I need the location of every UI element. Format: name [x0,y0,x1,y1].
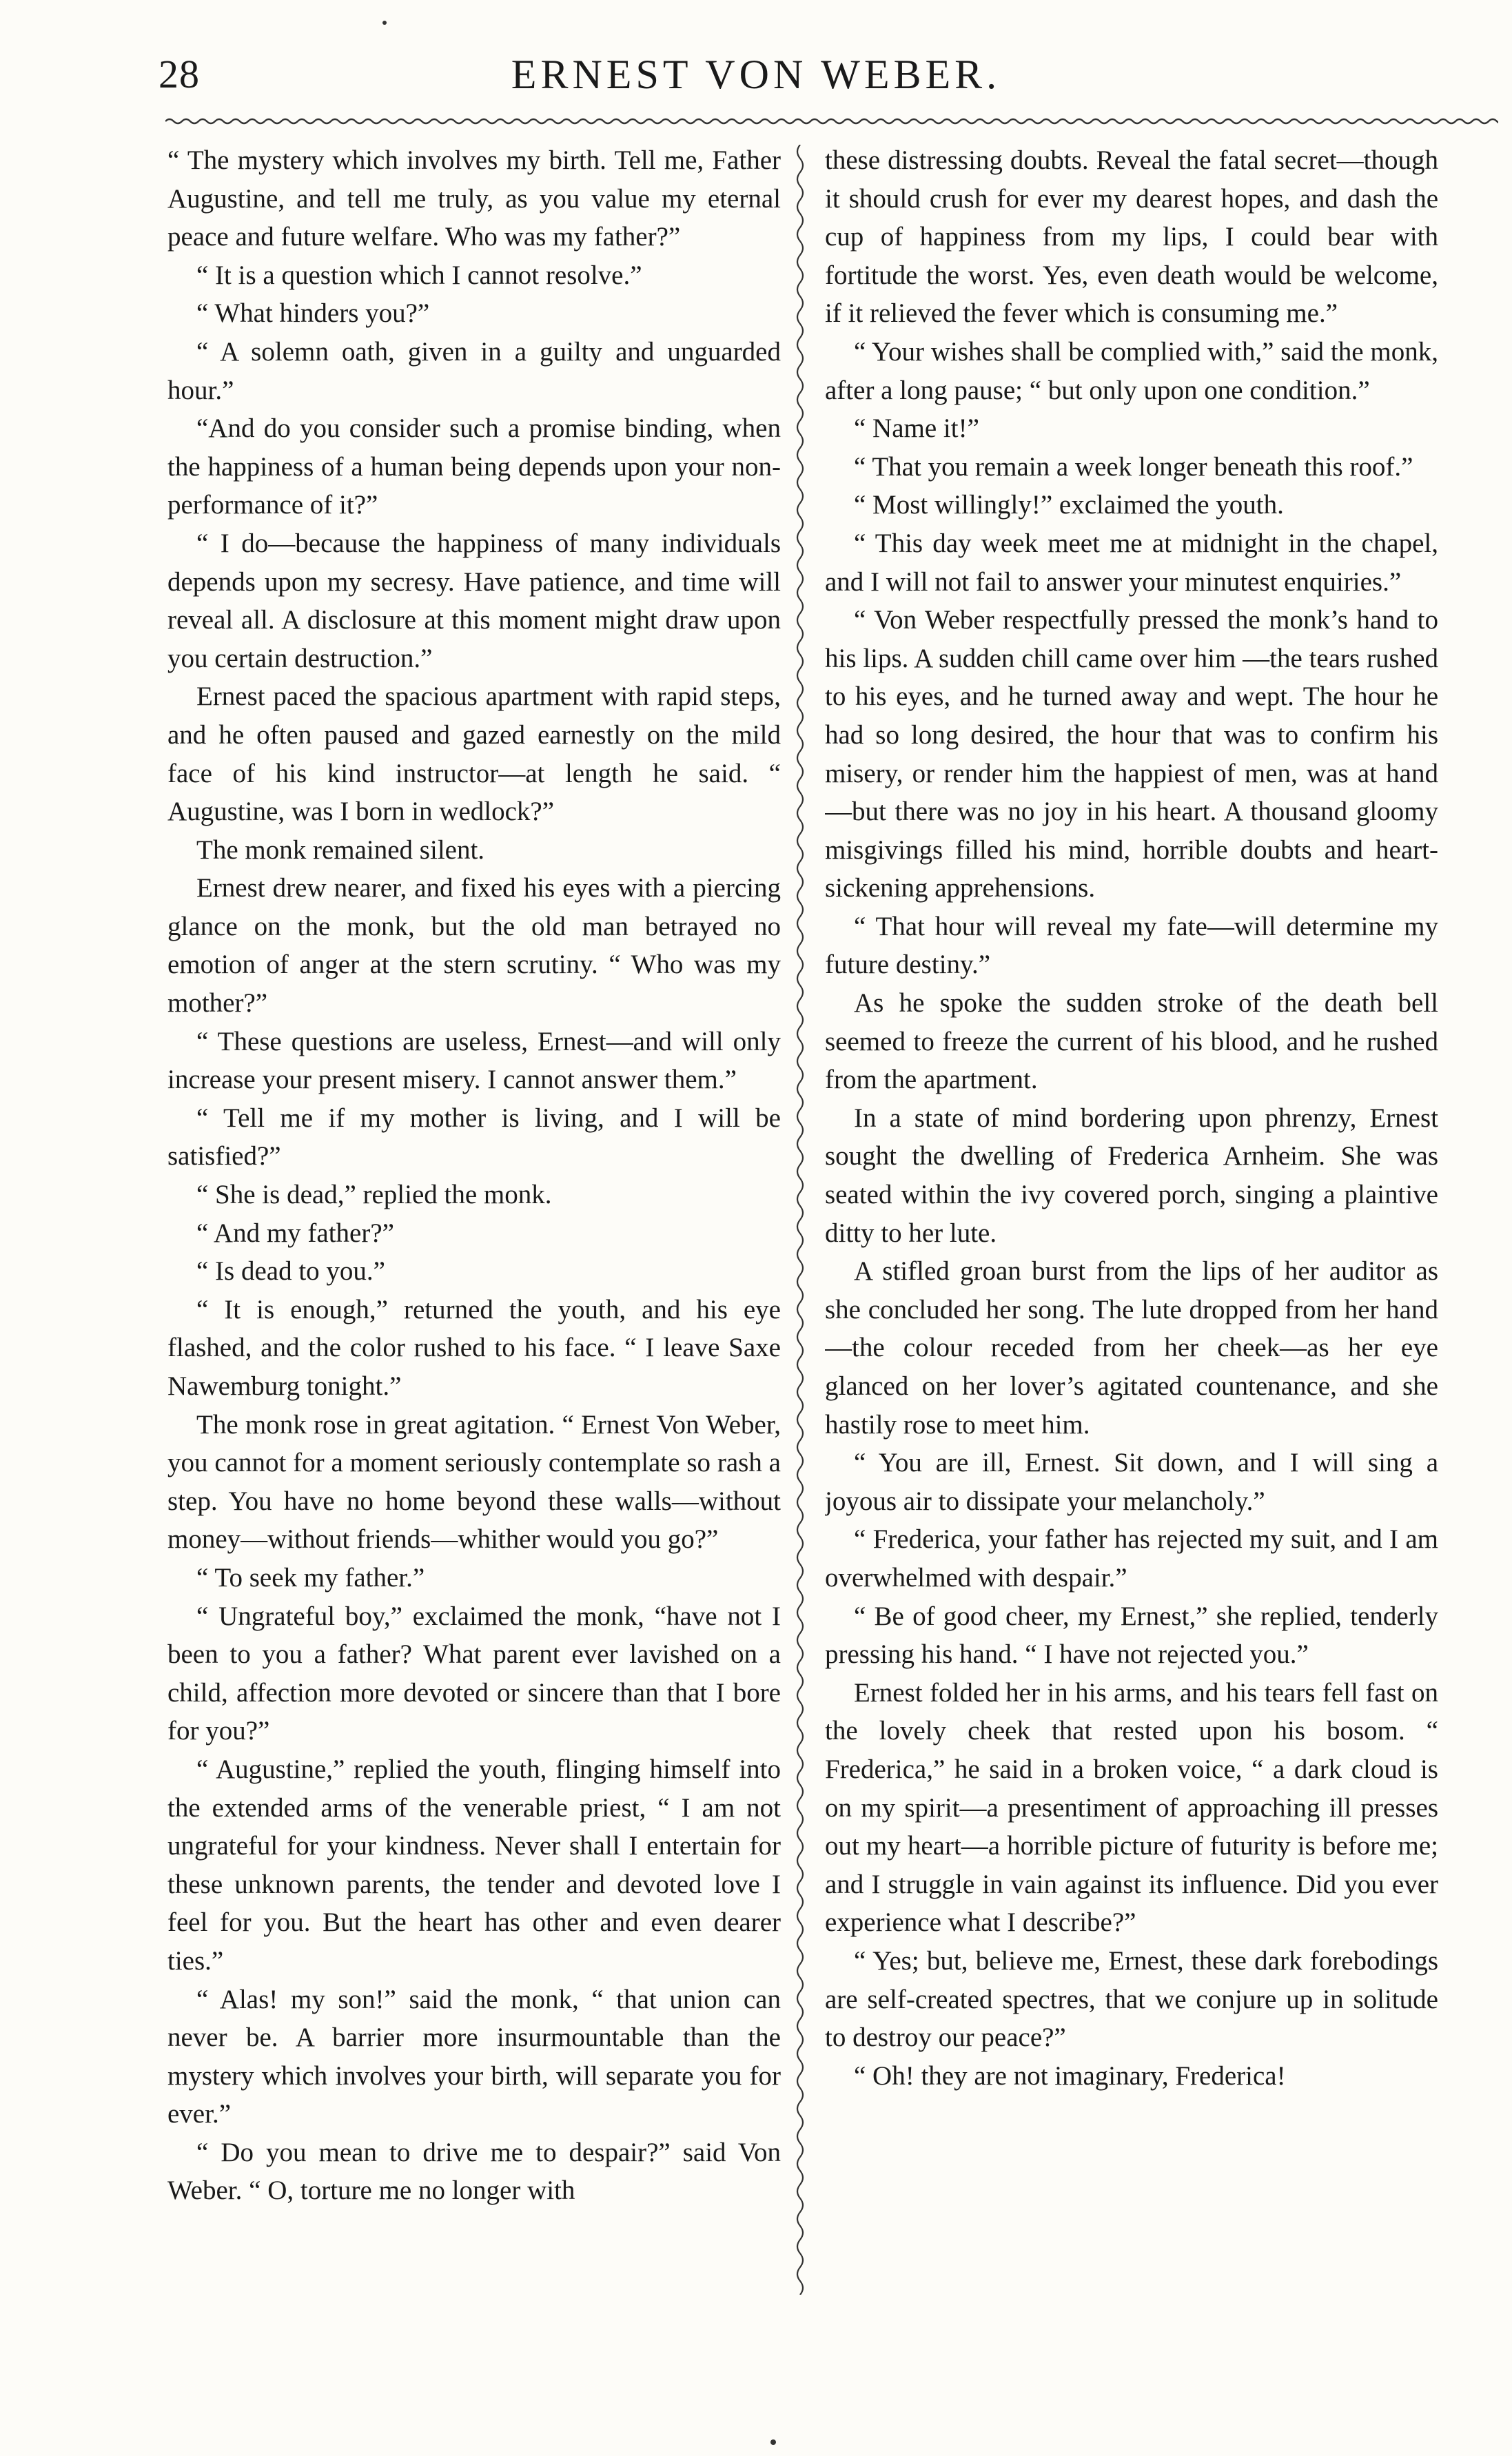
paragraph: “ I do—because the happiness of many individuals depends upon my secresy. Have patience, and time will reveal all. A disclosure at this moment might draw upon you certain destruction.” [167,528,781,673]
paragraph: “ Frederica, your father has rejected my suit, and I am overwhelmed with despair.” [825,1524,1438,1593]
paragraph: Ernest folded her in his arms, and his tears fell fast on the lovely cheek that rested upon his bosom. “ Frederica,” he said in a broken voice, “ a dark cloud is on my spirit—a presentiment of approaching ill presses out my heart—a horrible picture of futurity is before me; and I struggle in vain against its influence. Did you ever experience what I describe?” [825,1677,1438,1938]
paragraph: “ Is dead to you.” [196,1256,385,1287]
paragraph: “ Tell me if my mother is living, and I will be satisfied?” [167,1103,781,1171]
paragraph: “ Do you mean to drive me to despair?” said Von Weber. “ O, torture me no longer with [167,2137,781,2206]
paragraph: “ Most willingly!” exclaimed the youth. [854,490,1284,520]
top-speck [382,21,387,25]
paragraph: The monk rose in great agitation. “ Ernest Von Weber, you cannot for a moment seriously contemplate so rash a step. You have no home beyond these walls—without money—without friends—whither would you go?” [167,1409,781,1555]
paragraph: “ It is enough,” returned the youth, and his eye flashed, and the color rushed to his face. “ I leave Saxe Nawemburg tonight.” [167,1294,781,1401]
paragraph: “ This day week meet me at midnight in the chapel, and I will not fail to answer your minutest enquiries.” [825,528,1438,597]
paragraph: “ You are ill, Ernest. Sit down, and I will sing a joyous air to dissipate your melancholy.” [825,1448,1438,1516]
paragraph: “ Ungrateful boy,” exclaimed the monk, “have not I been to you a father? What parent ever lavished on a child, affection more devoted or sincere than that I bore for you?” [167,1601,781,1746]
paragraph: “ The mystery which involves my birth. Tell me, Father Augustine, and tell me truly, as you value my eternal peace and future welfare. Who was my father?” [167,145,781,252]
bottom-speck [770,2439,776,2445]
paragraph: “ It is a question which I cannot resolve.” [196,260,642,290]
page-header [0,41,1512,110]
paragraph: “ Oh! they are not imaginary, Frederica! [854,2060,1286,2091]
paragraph: Ernest drew nearer, and fixed his eyes with a piercing glance on the monk, but the old man betrayed no emotion of anger at the stern scrutiny. “ Who was my mother?” [167,873,781,1019]
page-number: 28 [159,52,200,96]
running-title: ERNEST VON WEBER. [511,52,1001,97]
paragraph: “ To seek my father.” [196,1562,425,1593]
paragraph: In a state of mind bordering upon phrenzy, Ernest sought the dwelling of Frederica Arnheim. She was seated within the ivy covered porch, singing a plaintive ditty to her lute. [825,1103,1438,1248]
paragraph: As he spoke the sudden stroke of the death bell seemed to freeze the current of his blood, and he rushed from the apartment. [825,988,1438,1095]
paragraph: “ She is dead,” replied the monk. [196,1180,552,1210]
paragraph: “And do you consider such a promise binding, when the happiness of a human being depends upon your non-performance of it?” [167,413,781,520]
paragraph: “ Your wishes shall be complied with,” said the monk, after a long pause; “ but only upon one condition.” [825,336,1438,405]
paragraph: The monk remained silent. [196,835,485,865]
paragraph: “ Yes; but, believe me, Ernest, these dark forebodings are self-created spectres, that we conjure up in solitude to destroy our peace?” [825,1945,1438,2053]
paragraph: “ That hour will reveal my fate—will determine my future destiny.” [825,911,1438,980]
paragraph: “ These questions are useless, Ernest—and will only increase your present misery. I cannot answer them.” [167,1026,781,1095]
paragraph: Ernest paced the spacious apartment with rapid steps, and he often paused and gazed earnestly on the mild face of his kind instructor—at length he said. “ Augustine, was I born in wedlock?” [167,682,781,827]
left-column [167,141,781,2298]
paragraph: A stifled groan burst from the lips of her auditor as she concluded her song. The lute dropped from her hand—the colour receded from her cheek—as her eye glanced on her lover’s agitated countenance, and she hastily rose to meet him. [825,1256,1438,1440]
paragraph: “ And my father?” [196,1218,394,1248]
header-wavy-rule [165,116,1498,127]
paragraph: “ Alas! my son!” said the monk, “ that union can never be. A barrier more insurmountable than the mystery which involves your birth, will separate you for ever.” [167,1984,781,2129]
paragraph: these distressing doubts. Reveal the fatal secret—though it should crush for ever my dearest hopes, and dash the cup of happiness from my lips, I could bear with fortitude the worst. Yes, even death would be welcome, if it relieved the fever which is consuming me.” [825,145,1438,329]
right-column [825,141,1438,2298]
paragraph: “ What hinders you?” [196,298,430,329]
paragraph: “ Be of good cheer, my Ernest,” she replied, tenderly pressing his hand. “ I have not rejected you.” [825,1601,1438,1670]
paragraph: “ Augustine,” replied the youth, flinging himself into the extended arms of the venerable priest, “ I am not ungrateful for your kindness. Never shall I entertain for these unknown parents, the tender and devoted love I feel for you. But the heart has other and even dearer ties.” [167,1754,781,1976]
paragraph: “ Von Weber respectfully pressed the monk’s hand to his lips. A sudden chill came over him —the tears rushed to his eyes, and he turned away and wept. The hour he had so long desired, the hour that was to confirm his misery, or render him the happiest of men, was at hand—but there was no joy in his heart. A thousand gloomy misgivings filled his mind, horrible doubts and heart-sickening apprehensions. [825,605,1438,903]
column-divider [790,145,810,2295]
paragraph: “ A solemn oath, given in a guilty and unguarded hour.” [167,336,781,405]
paragraph: “ Name it!” [854,413,979,444]
paragraph: “ That you remain a week longer beneath this roof.” [854,451,1413,482]
